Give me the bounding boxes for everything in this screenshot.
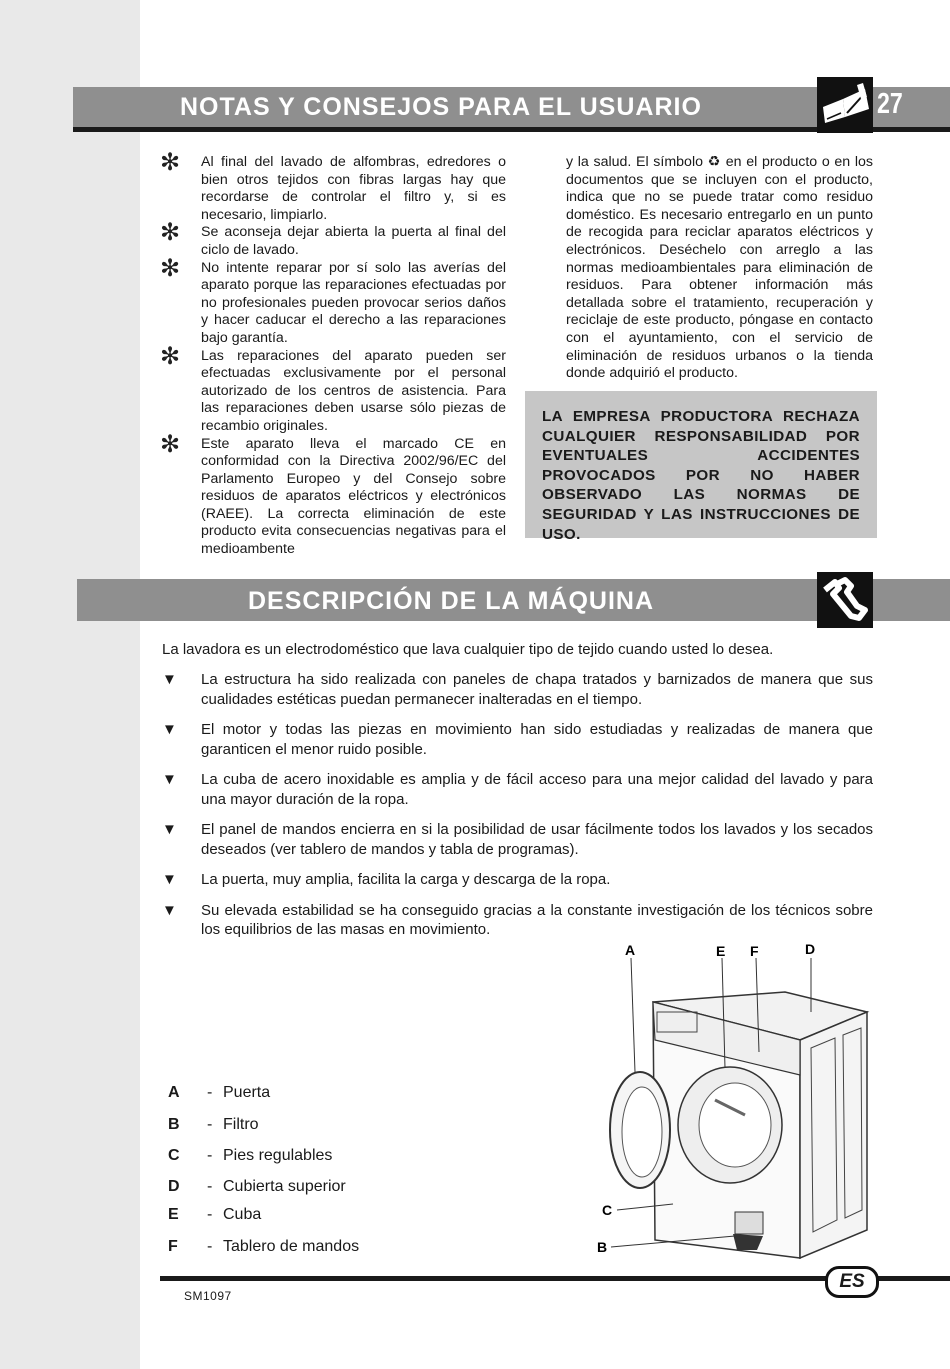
legend-dash: -: [207, 1178, 213, 1195]
diagram-label-a: A: [625, 942, 636, 958]
legend-label: Cuba: [223, 1206, 262, 1223]
diagram-label-b: B: [597, 1239, 608, 1255]
triangle-bullet-icon: ▼: [162, 721, 177, 738]
note-item: [160, 430, 506, 559]
triangle-bullet-icon: ▼: [162, 871, 177, 888]
section-header-notes: [73, 87, 818, 127]
list-item: [162, 870, 873, 890]
list-item: [162, 770, 873, 809]
wrench-icon: [817, 572, 873, 628]
diagram-label-f: F: [750, 943, 759, 959]
diagram-label-d: D: [805, 941, 816, 957]
legend-dash: -: [207, 1116, 213, 1133]
list-item: [162, 720, 873, 759]
legend-dash: -: [207, 1238, 213, 1255]
section-title-notes: NOTAS Y CONSEJOS PARA EL USUARIO: [180, 93, 702, 121]
note-continuation-text: y la salud. El símbolo ♻ en el producto o en los documentos que se incluyen con el producto, indica que no se puede tratar como residuo doméstico. Es necesario entregarlo en un punto de recogida para reciclar aparatos eléctricos y electrónicos. Deséchelo con arreglo a las normas medioambientales para eliminación de residuos. Para obtener información más detallada sobre el tratamiento, recuperación y reciclaje de este producto, póngase en contacto con el ayuntamiento, con el servicio de eliminación de residuos urbanos o la tienda donde adquirió el producto.: [566, 154, 873, 382]
feature-text: La estructura ha sido realizada con paneles de chapa tratados y barnizados de manera que sus cualidades estéticas puedan permanecer inalteradas en el tiempo.: [201, 671, 873, 708]
legend-key: C: [168, 1147, 180, 1164]
asterisk-bullet-icon: ✻: [160, 219, 181, 247]
legend-dash: -: [207, 1206, 213, 1223]
legend-label: Tablero de mandos: [223, 1238, 360, 1255]
asterisk-bullet-icon: ✻: [160, 149, 181, 176]
asterisk-bullet-icon: ✻: [160, 430, 181, 458]
list-item: [162, 901, 873, 940]
legend-dash: -: [207, 1084, 213, 1101]
legend-label: Pies regulables: [223, 1147, 333, 1164]
notes-column-1: [160, 149, 506, 559]
legend-key: D: [168, 1178, 180, 1195]
legend-key: A: [168, 1084, 180, 1101]
legend-key: F: [168, 1238, 178, 1255]
note-item: [160, 342, 506, 436]
note-text: Se aconseja dejar abierta la puerta al final del ciclo de lavado.: [201, 224, 506, 258]
triangle-bullet-icon: ▼: [162, 821, 177, 838]
legend-label: Cubierta superior: [223, 1178, 346, 1195]
triangle-bullet-icon: ▼: [162, 671, 177, 688]
note-item: [160, 149, 506, 224]
feature-text: El panel de mandos encierra en si la posibilidad de usar fácilmente todos los lavados y los secados deseados (ver tablero de mandos y tabla de programas).: [201, 821, 873, 858]
section-header-description: [77, 579, 817, 621]
section-title-description: DESCRIPCIÓN DE LA MÁQUINA: [248, 587, 655, 615]
language-badge: ES: [825, 1266, 879, 1298]
intro-text: La lavadora es un electrodoméstico que lava cualquier tipo de tejido cuando usted lo desea.: [162, 641, 774, 658]
legend-label: Filtro: [223, 1116, 259, 1133]
feature-text: La puerta, muy amplia, facilita la carga y descarga de la ropa.: [201, 871, 611, 888]
warning-box: [525, 391, 877, 543]
asterisk-bullet-icon: ✻: [160, 254, 181, 282]
feature-text: El motor y todas las piezas en movimiento han sido estudiadas y realizadas de manera que garanticen el menor ruido posible.: [201, 721, 873, 758]
diagram-label-c: C: [602, 1202, 613, 1218]
warning-text: LA EMPRESA PRODUCTORA RECHAZA CUALQUIER RESPONSABILIDAD POR EVENTUALES ACCIDENTES PROVOCADOS POR NO HABER OBSERVADO LAS NORMAS DE SEGURIDAD Y LAS INSTRUCCIONES DE USO.: [542, 408, 860, 543]
open-book-icon: [817, 77, 873, 133]
legend-label: Puerta: [223, 1084, 271, 1101]
list-item: [162, 670, 873, 709]
note-text: Al final del lavado de alfombras, edredores o bien otros tejidos con fibras largas hay que recordarse de controlar el filtro y, si es necesario, limpiarlo.: [201, 154, 506, 223]
feature-text: La cuba de acero inoxidable es amplia y de fácil acceso para una mejor calidad del lavado y para una mayor duración de la ropa.: [201, 771, 873, 808]
legend-key: E: [168, 1206, 179, 1223]
triangle-bullet-icon: ▼: [162, 771, 177, 788]
document-code: SM1097: [184, 1289, 232, 1303]
list-item: [162, 820, 873, 859]
note-text: Las reparaciones del aparato pueden ser efectuadas exclusivamente por el personal autorizado de los centros de asistencia. Para las reparaciones deben usarse sólo piezas de recambio originales.: [201, 347, 506, 434]
legend-key: B: [168, 1116, 180, 1133]
note-text: Este aparato lleva el marcado CE en conformidad con la Directiva 2002/96/EC del Parlamento Europeo y del Consejo sobre residuos de aparatos eléctricos y electrónicos (RAEE). La correcta eliminación de este producto evita consecuencias negativas para el medioambente: [201, 435, 506, 558]
page-number: 27: [877, 88, 903, 120]
diagram-label-e: E: [716, 943, 726, 959]
feature-text: Su elevada estabilidad se ha conseguido gracias a la constante investigación de los técnicos sobre los equilibrios de las masas en movimiento.: [201, 901, 873, 938]
note-item: [160, 254, 506, 348]
header-right-band: [873, 579, 950, 621]
note-item: [160, 219, 506, 259]
washing-machine-diagram: [585, 940, 885, 1260]
notes-column-2: [566, 154, 873, 383]
left-margin-strip: [0, 0, 140, 1369]
triangle-bullet-icon: ▼: [162, 901, 177, 919]
asterisk-bullet-icon: ✻: [160, 342, 181, 370]
note-text: No intente reparar por sí solo las averías del aparato porque las reparaciones efectuadas por no profesionales pueden provocar serios daños y hacer caducar el derecho a las reparaciones bajo garantía.: [201, 259, 506, 346]
features-list: [162, 670, 873, 951]
legend-dash: -: [207, 1147, 213, 1164]
